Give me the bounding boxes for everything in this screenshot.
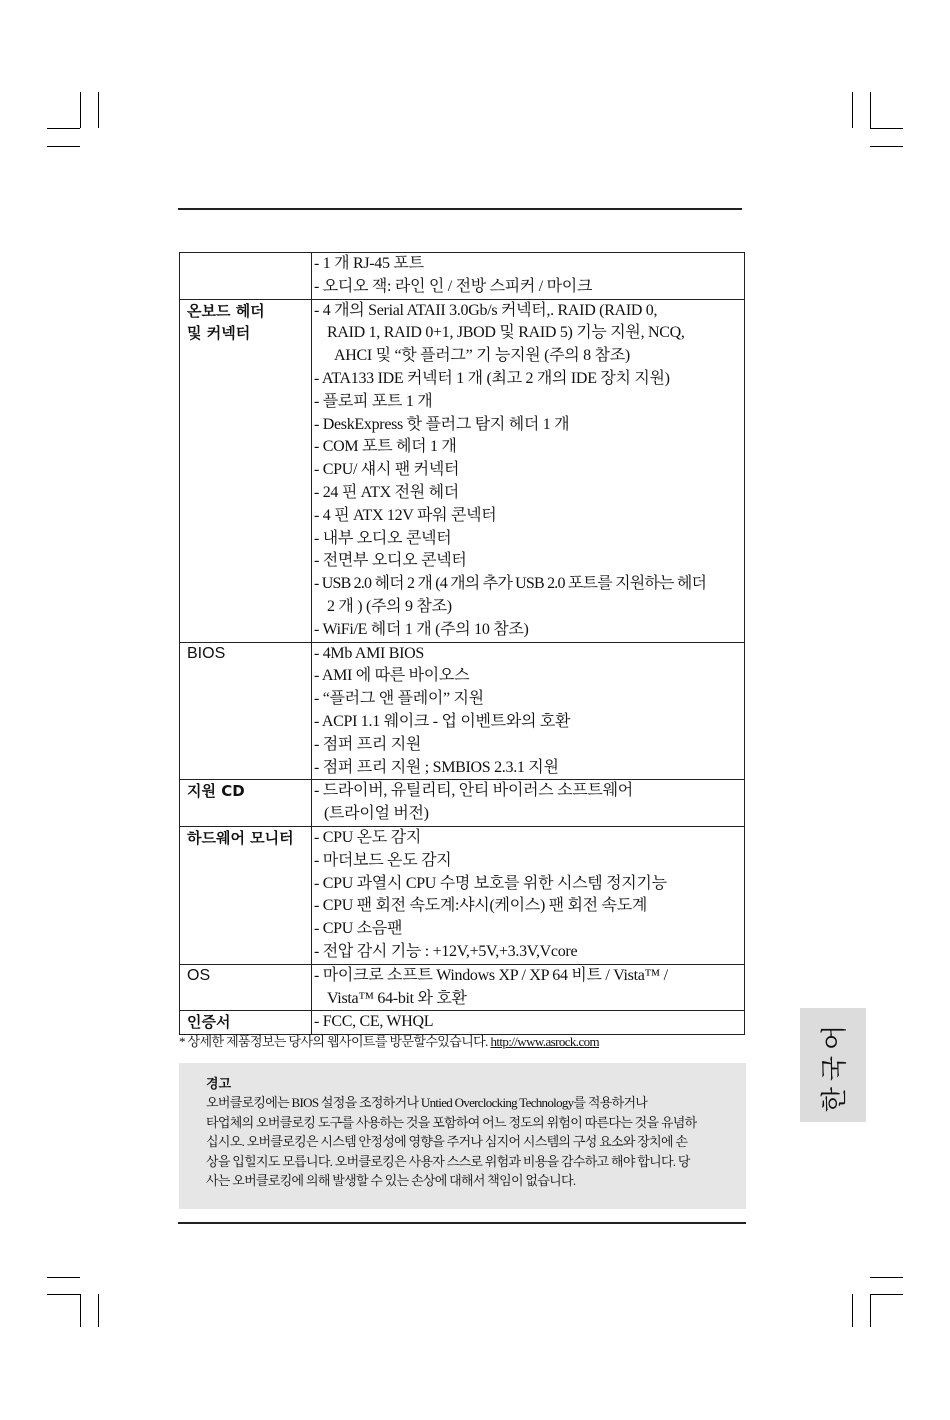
warning-line: 오버클로킹에는 BIOS 설정을 조정하거나 Untied Overclocking Technology를 적용하거나 xyxy=(206,1095,648,1110)
spec-line: - 4 개의 Serial ATAII 3.0Gb/s 커넥터,. RAID (RAID 0, xyxy=(314,301,658,319)
crop-mark xyxy=(870,128,903,129)
row-label: BIOS xyxy=(180,642,312,780)
row-label: 하드웨어 모니터 xyxy=(180,826,312,964)
crop-mark xyxy=(870,1294,903,1295)
row-label: OS xyxy=(180,964,312,1011)
footnote-text: * 상세한 제품정보는 당사의 웹사이트를 방문할수있습니다. xyxy=(179,1034,491,1049)
spec-line: - USB 2.0 헤더 2 개 (4 개의 추가 USB 2.0 포트를 지원하는 헤더 xyxy=(314,575,707,593)
spec-line: - 전압 감시 기능 : +12V,+5V,+3.3V,Vcore xyxy=(314,942,578,960)
spec-line: - 내부 오디오 콘넥터 xyxy=(314,529,452,547)
crop-mark xyxy=(98,1294,99,1327)
row-label-line: 온보드 헤더 xyxy=(187,301,265,320)
row-value xyxy=(312,826,745,964)
spec-line: - 24 핀 ATX 전원 헤더 xyxy=(314,483,459,501)
spec-line: - ATA133 IDE 커넥터 1 개 (최고 2 개의 IDE 장치 지원) xyxy=(314,369,670,387)
spec-line: - CPU 온도 감지 xyxy=(314,828,421,846)
spec-line: - 드라이버, 유틸리티, 안티 바이러스 소프트웨어 xyxy=(314,782,633,800)
row-value xyxy=(312,780,745,827)
crop-mark xyxy=(47,1294,80,1295)
spec-line: - 오디오 잭: 라인 인 / 전방 스피커 / 마이크 xyxy=(314,277,593,295)
spec-line: - CPU 과열시 CPU 수명 보호를 위한 시스템 정지기능 xyxy=(314,874,667,892)
warning-line: 타업체의 오버클로킹 도구를 사용하는 것을 포함하여 어느 정도의 위험이 따른다는 것을 유념하 xyxy=(206,1114,697,1130)
crop-mark xyxy=(80,1294,81,1327)
row-value xyxy=(312,642,745,780)
footnote xyxy=(179,1031,779,1050)
row-label xyxy=(180,299,312,642)
spec-line: AHCI 및 “핫 플러그” 기 능지원 (주의 8 참조) xyxy=(334,347,630,365)
warning-line: 상을 입힐지도 모릅니다. 오버클로킹은 사용자 스스로 위험과 비용을 감수하고 해야 합니다. 당 xyxy=(206,1153,690,1169)
spec-line: - 마더보드 온도 감지 xyxy=(314,851,452,869)
spec-line: - 전면부 오디오 콘넥터 xyxy=(314,552,467,570)
spec-line: (트라이얼 버전) xyxy=(324,805,429,823)
crop-mark xyxy=(870,1294,871,1327)
spec-line: RAID 1, RAID 0+1, JBOD 및 RAID 5) 기능 지원, NCQ, xyxy=(327,324,685,342)
warning-body xyxy=(206,1093,736,1191)
spec-table xyxy=(179,252,745,1035)
spec-line: - WiFi/E 헤더 1 개 (주의 10 참조) xyxy=(314,620,529,638)
spec-line: - 1 개 RJ-45 포트 xyxy=(314,255,424,272)
spec-line: - CPU/ 섀시 팬 커넥터 xyxy=(314,461,460,479)
warning-line: 십시오. 오버클로킹은 시스템 안정성에 영향을 주거나 심지어 시스템의 구성 요소와 장치에 손 xyxy=(206,1134,688,1149)
table-row xyxy=(180,253,745,300)
row-label xyxy=(180,253,312,300)
language-tab xyxy=(800,1008,866,1122)
crop-mark xyxy=(870,146,903,147)
table-row xyxy=(180,299,745,642)
footer-rule xyxy=(178,1222,746,1224)
spec-line: - 플로피 포트 1 개 xyxy=(314,392,433,410)
spec-line: - 점퍼 프리 지원 xyxy=(314,735,422,753)
table-row xyxy=(180,964,745,1011)
crop-mark xyxy=(870,92,871,128)
spec-line: - AMI 에 따른 바이오스 xyxy=(314,667,470,685)
crop-mark xyxy=(47,128,80,129)
spec-line: - 4Mb AMI BIOS xyxy=(314,644,425,662)
row-label: 인증서 xyxy=(180,1011,312,1035)
spec-line: - CPU 소음팬 xyxy=(314,920,403,938)
spec-line: - 점퍼 프리 지원 ; SMBIOS 2.3.1 지원 xyxy=(314,758,559,776)
row-value xyxy=(312,253,745,300)
spec-line: - FCC, CE, WHQL xyxy=(314,1013,434,1031)
warning-line: 사는 오버클로킹에 의해 발생할 수 있는 손상에 대해서 책임이 없습니다. xyxy=(206,1173,576,1188)
spec-line: 2 개 ) (주의 9 참조) xyxy=(327,597,452,615)
language-tab-label: 한국어 xyxy=(820,1018,851,1112)
spec-line: - COM 포트 헤더 1 개 xyxy=(314,438,457,456)
row-value xyxy=(312,964,745,1011)
spec-line: - “플러그 앤 플레이” 지원 xyxy=(314,690,484,708)
crop-mark xyxy=(852,1294,853,1327)
crop-mark xyxy=(98,92,99,128)
spec-line: - ACPI 1.1 웨이크 - 업 이벤트와의 호환 xyxy=(314,712,571,730)
crop-mark xyxy=(47,1277,80,1278)
spec-line: - DeskExpress 핫 플러그 탐지 헤더 1 개 xyxy=(314,415,570,433)
row-value xyxy=(312,299,745,642)
table-row xyxy=(180,826,745,964)
crop-mark xyxy=(870,1277,903,1278)
spec-line: - 4 핀 ATX 12V 파워 콘넥터 xyxy=(314,506,497,524)
website-link[interactable]: http://www.asrock.com xyxy=(490,1034,600,1049)
table-row xyxy=(180,780,745,827)
warning-title: 경고 xyxy=(206,1077,232,1092)
spec-line: - CPU 팬 회전 속도계:샤시(케이스) 팬 회전 속도계 xyxy=(314,897,648,915)
crop-mark xyxy=(852,92,853,128)
table-row xyxy=(180,642,745,780)
spec-line: Vista™ 64-bit 와 호환 xyxy=(327,989,467,1007)
row-label: 지원 CD xyxy=(180,780,312,827)
warning-box xyxy=(179,1063,746,1209)
crop-mark xyxy=(47,146,80,147)
header-rule xyxy=(178,208,742,210)
crop-mark xyxy=(80,92,81,128)
spec-line: - 마이크로 소프트 Windows XP / XP 64 비트 / Vista™ / xyxy=(314,966,668,984)
row-label-line: 및 커넥터 xyxy=(187,324,251,343)
